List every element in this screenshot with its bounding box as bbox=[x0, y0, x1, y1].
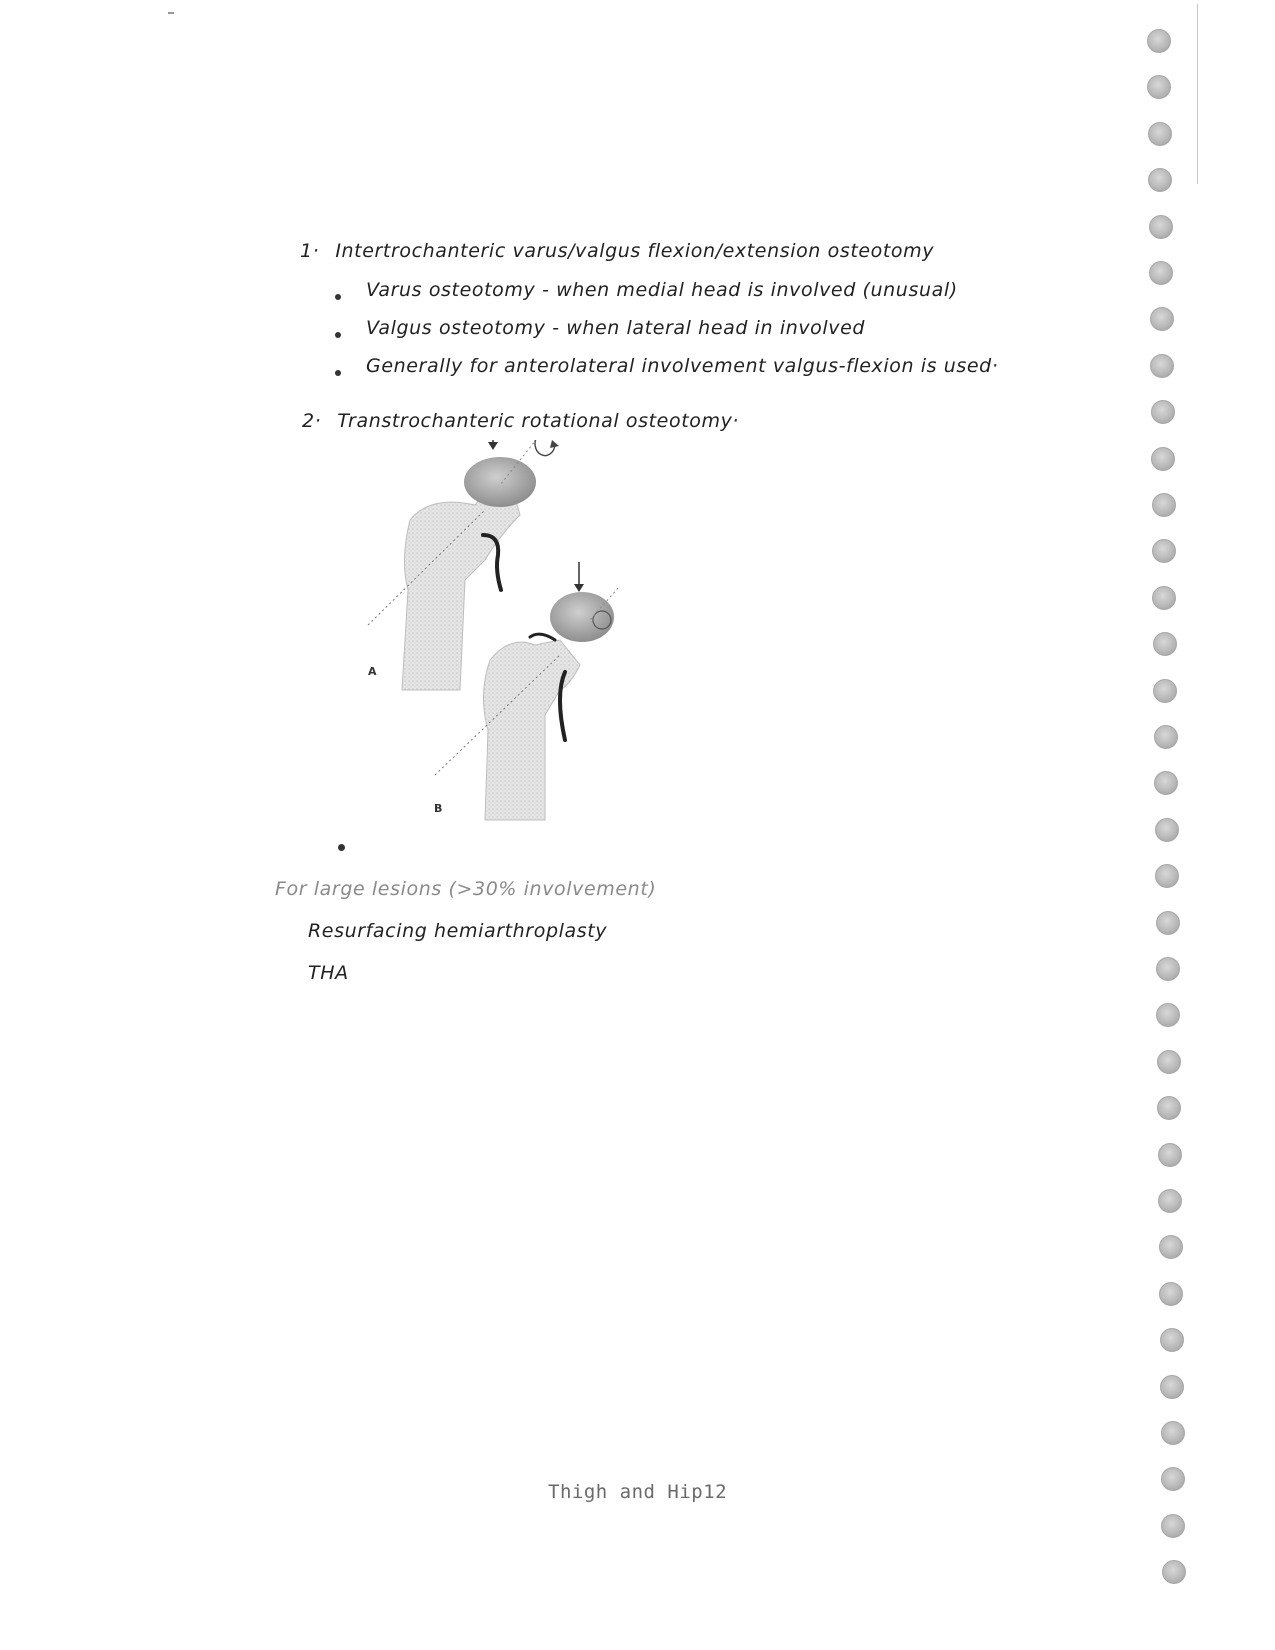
femoral-head-b bbox=[550, 592, 614, 642]
option-tha: THA bbox=[308, 962, 349, 984]
punch-hole bbox=[1157, 1096, 1181, 1120]
figure-label-b: B bbox=[434, 802, 443, 815]
bullet-dot bbox=[335, 370, 341, 376]
list-item-1-text: Intertrochanteric varus/valgus flexion/extension osteotomy bbox=[335, 240, 935, 262]
femoral-head-a bbox=[464, 457, 536, 507]
punch-hole bbox=[1149, 261, 1173, 285]
punch-hole bbox=[1150, 354, 1174, 378]
punch-hole bbox=[1153, 679, 1177, 703]
punch-hole bbox=[1161, 1514, 1185, 1538]
figure-label-a: A bbox=[368, 665, 377, 678]
scan-mark bbox=[168, 12, 174, 14]
punch-hole bbox=[1160, 1375, 1184, 1399]
bullet-dot bbox=[338, 844, 345, 851]
bullet-dot bbox=[335, 294, 341, 300]
arrowhead-a bbox=[488, 442, 498, 450]
punch-hole bbox=[1162, 1560, 1186, 1584]
punch-hole bbox=[1161, 1421, 1185, 1445]
punch-hole bbox=[1151, 400, 1175, 424]
vessel-b-top bbox=[530, 634, 555, 640]
osteotomy-figure bbox=[360, 440, 660, 860]
rotation-arrowhead bbox=[550, 440, 559, 448]
punch-hole bbox=[1156, 911, 1180, 935]
punch-hole bbox=[1152, 493, 1176, 517]
punch-hole bbox=[1153, 632, 1177, 656]
punch-hole bbox=[1155, 864, 1179, 888]
punch-hole bbox=[1158, 1189, 1182, 1213]
punch-hole bbox=[1151, 447, 1175, 471]
punch-hole bbox=[1155, 818, 1179, 842]
punch-hole bbox=[1147, 75, 1171, 99]
punch-hole bbox=[1157, 1050, 1181, 1074]
list-item-2 bbox=[302, 410, 739, 432]
list-number-2: 2· bbox=[302, 410, 322, 432]
punch-hole bbox=[1152, 539, 1176, 563]
arrowhead-b bbox=[574, 584, 584, 592]
punch-hole bbox=[1148, 168, 1172, 192]
large-lesions-heading: For large lesions (>30% involvement) bbox=[275, 878, 657, 900]
bullet-dot bbox=[335, 332, 341, 338]
punch-hole bbox=[1159, 1282, 1183, 1306]
punch-hole bbox=[1147, 29, 1171, 53]
punch-hole bbox=[1156, 1003, 1180, 1027]
list-number-1: 1· bbox=[300, 240, 320, 262]
punch-hole bbox=[1149, 215, 1173, 239]
punch-hole bbox=[1152, 586, 1176, 610]
punch-hole bbox=[1156, 957, 1180, 981]
sub-item-generally: Generally for anterolateral involvement valgus-flexion is used· bbox=[366, 355, 999, 377]
punch-hole bbox=[1158, 1143, 1182, 1167]
sub-item-valgus: Valgus osteotomy - when lateral head in involved bbox=[366, 317, 866, 339]
sub-item-varus: Varus osteotomy - when medial head is involved (unusual) bbox=[366, 279, 958, 301]
punch-hole bbox=[1159, 1235, 1183, 1259]
punch-hole bbox=[1150, 307, 1174, 331]
punch-hole bbox=[1160, 1328, 1184, 1352]
femur-illustration bbox=[360, 440, 660, 860]
punch-hole bbox=[1161, 1467, 1185, 1491]
punch-hole bbox=[1154, 725, 1178, 749]
punch-hole bbox=[1148, 122, 1172, 146]
page-edge-line bbox=[1197, 4, 1198, 184]
page-footer: Thigh and Hip12 bbox=[548, 1481, 728, 1503]
list-item-1 bbox=[300, 240, 934, 262]
option-resurfacing: Resurfacing hemiarthroplasty bbox=[308, 920, 608, 942]
punch-hole bbox=[1154, 771, 1178, 795]
list-item-2-text: Transtrochanteric rotational osteotomy· bbox=[337, 410, 740, 432]
